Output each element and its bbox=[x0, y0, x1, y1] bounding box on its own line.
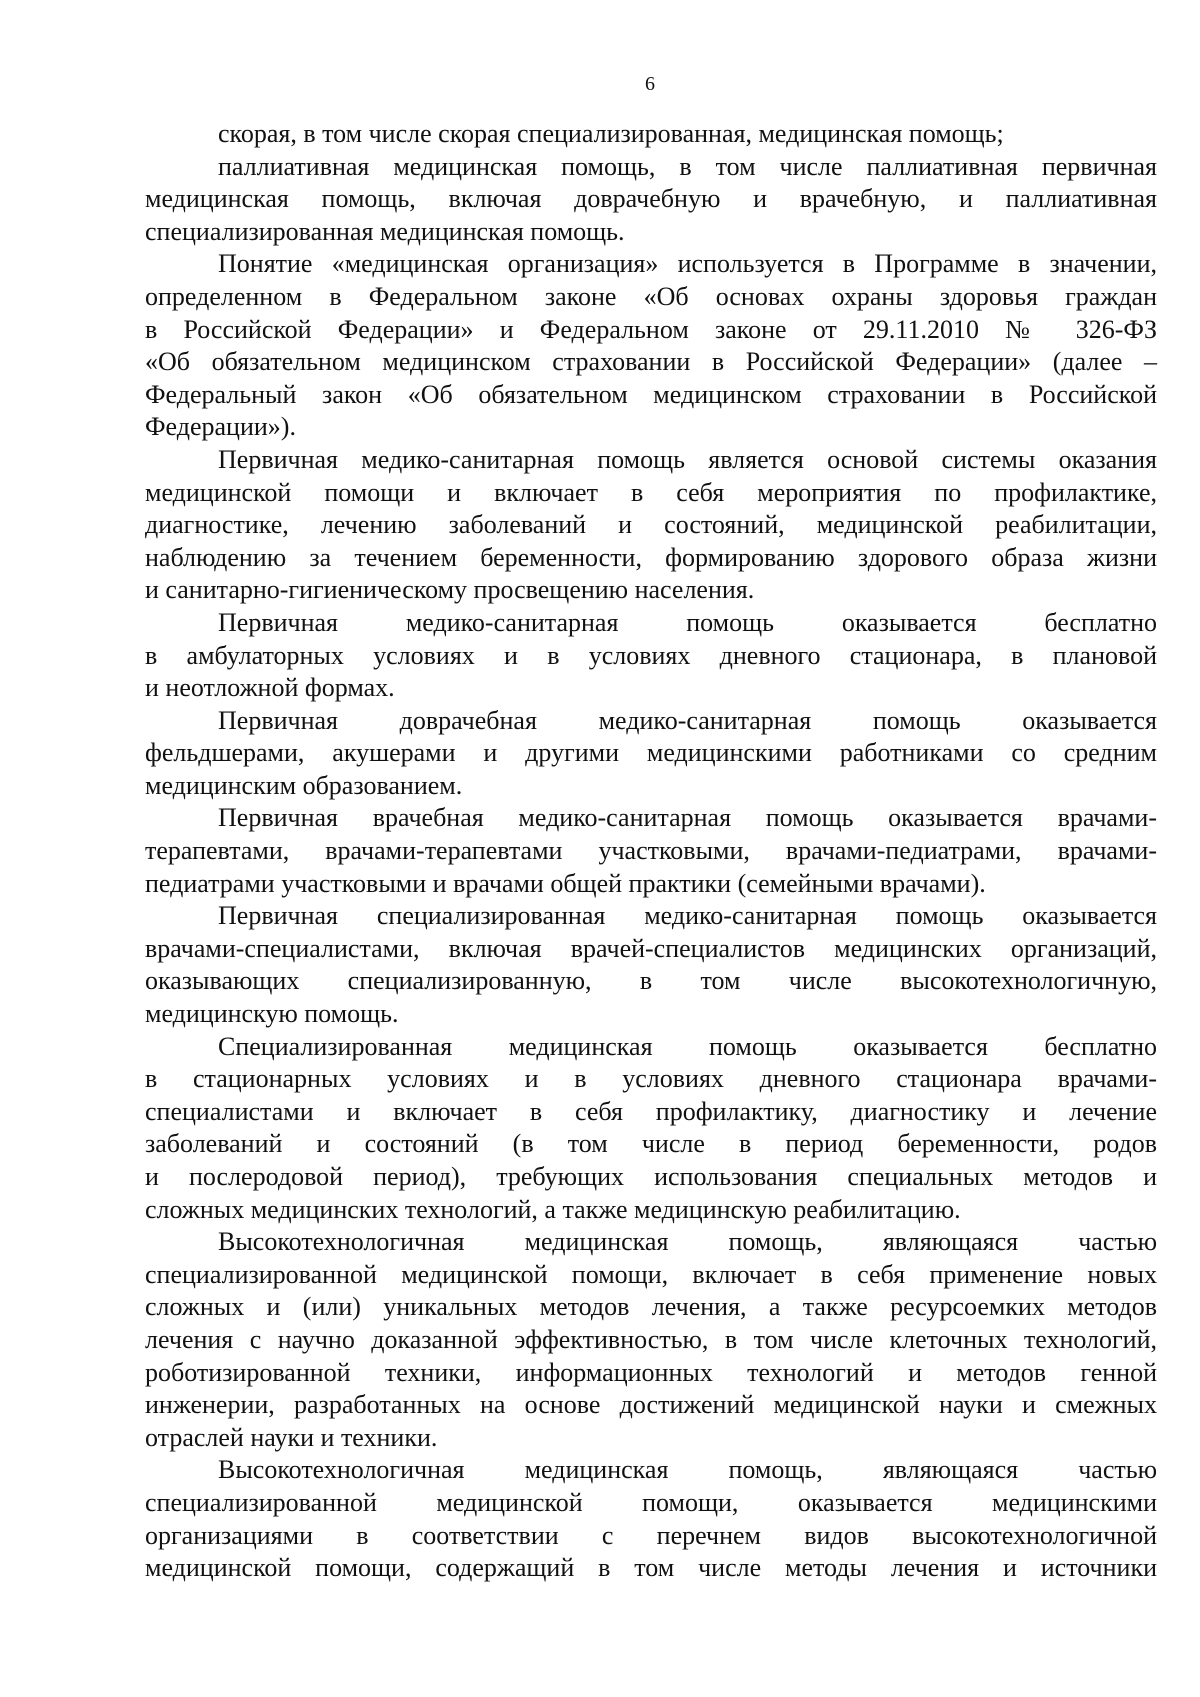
text-line: Первичная врачебная медико-санитарная помощь оказывается врачами- bbox=[218, 803, 1157, 833]
text-line: специализированной медицинской помощи, включает в себя применение новых bbox=[145, 1259, 1157, 1289]
paragraph bbox=[145, 705, 1157, 803]
text-line: педиатрами участковыми и врачами общей практики (семейными врачами). bbox=[145, 868, 986, 898]
paragraph bbox=[145, 900, 1157, 1030]
paragraph bbox=[145, 151, 1157, 249]
text-line: медицинской помощи, содержащий в том числе методы лечения и источники bbox=[145, 1553, 1157, 1583]
text-line: специализированная медицинская помощь. bbox=[145, 216, 625, 246]
text-line: фельдшерами, акушерами и другими медицинскими работниками со средним bbox=[145, 738, 1157, 768]
paragraph bbox=[145, 607, 1157, 705]
document-body bbox=[145, 118, 1157, 1585]
text-line: лечения с научно доказанной эффективностью, в том числе клеточных технологий, bbox=[145, 1324, 1157, 1354]
text-line: оказывающих специализированную, в том числе высокотехнологичную, bbox=[145, 966, 1157, 996]
text-line: сложных и (или) уникальных методов лечения, а также ресурсоемких методов bbox=[145, 1292, 1157, 1322]
paragraph bbox=[145, 248, 1157, 444]
text-line: Первичная доврачебная медико-санитарная помощь оказывается bbox=[218, 705, 1157, 735]
text-line: сложных медицинских технологий, а также медицинскую реабилитацию. bbox=[145, 1194, 961, 1224]
text-line: в амбулаторных условиях и в условиях дневного стационара, в плановой bbox=[145, 640, 1157, 670]
page-number: 6 bbox=[645, 73, 655, 95]
text-line: паллиативная медицинская помощь, в том числе паллиативная первичная bbox=[218, 151, 1157, 181]
text-line: специализированной медицинской помощи, оказывается медицинскими bbox=[145, 1487, 1157, 1517]
text-line: роботизированной техники, информационных технологий и методов генной bbox=[145, 1357, 1157, 1387]
text-line: отраслей науки и техники. bbox=[145, 1422, 438, 1452]
text-line: и неотложной формах. bbox=[145, 673, 395, 703]
text-line: наблюдению за течением беременности, формированию здорового образа жизни bbox=[145, 542, 1157, 572]
text-line: Федерации»). bbox=[145, 412, 296, 442]
paragraph bbox=[145, 444, 1157, 607]
text-line: в Российской Федерации» и Федеральном законе от 29.11.2010 № 326-ФЗ bbox=[145, 314, 1157, 344]
text-line: диагностике, лечению заболеваний и состояний, медицинской реабилитации, bbox=[145, 510, 1157, 540]
text-line: Первичная специализированная медико-санитарная помощь оказывается bbox=[218, 901, 1157, 931]
text-line: Специализированная медицинская помощь оказывается бесплатно bbox=[218, 1031, 1157, 1061]
text-line: специалистами и включает в себя профилактику, диагностику и лечение bbox=[145, 1096, 1157, 1126]
paragraph bbox=[145, 1031, 1157, 1227]
text-line: организациями в соответствии с перечнем видов высокотехнологичной bbox=[145, 1520, 1157, 1550]
paragraph bbox=[145, 802, 1157, 900]
paragraph bbox=[145, 1226, 1157, 1454]
text-line: Федеральный закон «Об обязательном медицинском страховании в Российской bbox=[145, 379, 1157, 409]
text-line: Первичная медико-санитарная помощь оказывается бесплатно bbox=[218, 607, 1157, 637]
text-line: Высокотехнологичная медицинская помощь, являющаяся частью bbox=[218, 1455, 1157, 1485]
text-line: заболеваний и состояний (в том числе в период беременности, родов bbox=[145, 1129, 1157, 1159]
text-line: в стационарных условиях и в условиях дневного стационара врачами- bbox=[145, 1064, 1157, 1094]
text-line: медицинским образованием. bbox=[145, 770, 463, 800]
text-line: медицинской помощи и включает в себя мероприятия по профилактике, bbox=[145, 477, 1157, 507]
text-line: врачами-специалистами, включая врачей-специалистов медицинских организаций, bbox=[145, 933, 1157, 963]
text-line: инженерии, разработанных на основе достижений медицинской науки и смежных bbox=[145, 1390, 1157, 1420]
paragraph bbox=[145, 118, 1157, 151]
text-line: Высокотехнологичная медицинская помощь, являющаяся частью bbox=[218, 1227, 1157, 1257]
text-line: скорая, в том числе скорая специализированная, медицинская помощь; bbox=[218, 119, 1004, 148]
text-line: «Об обязательном медицинском страховании в Российской Федерации» (далее – bbox=[145, 347, 1157, 377]
text-line: и послеродовой период), требующих использования специальных методов и bbox=[145, 1162, 1157, 1191]
text-line: Понятие «медицинская организация» используется в Программе в значении, bbox=[218, 249, 1157, 279]
text-line: медицинскую помощь. bbox=[145, 999, 399, 1029]
text-line: и санитарно-гигиеническому просвещению населения. bbox=[145, 575, 755, 605]
text-line: терапевтами, врачами-терапевтами участковыми, врачами-педиатрами, врачами- bbox=[145, 836, 1157, 866]
text-line: определенном в Федеральном законе «Об основах охраны здоровья граждан bbox=[145, 281, 1157, 311]
text-line: медицинская помощь, включая доврачебную и врачебную, и паллиативная bbox=[145, 184, 1157, 214]
text-line: Первичная медико-санитарная помощь является основой системы оказания bbox=[218, 444, 1157, 474]
paragraph bbox=[145, 1454, 1157, 1584]
